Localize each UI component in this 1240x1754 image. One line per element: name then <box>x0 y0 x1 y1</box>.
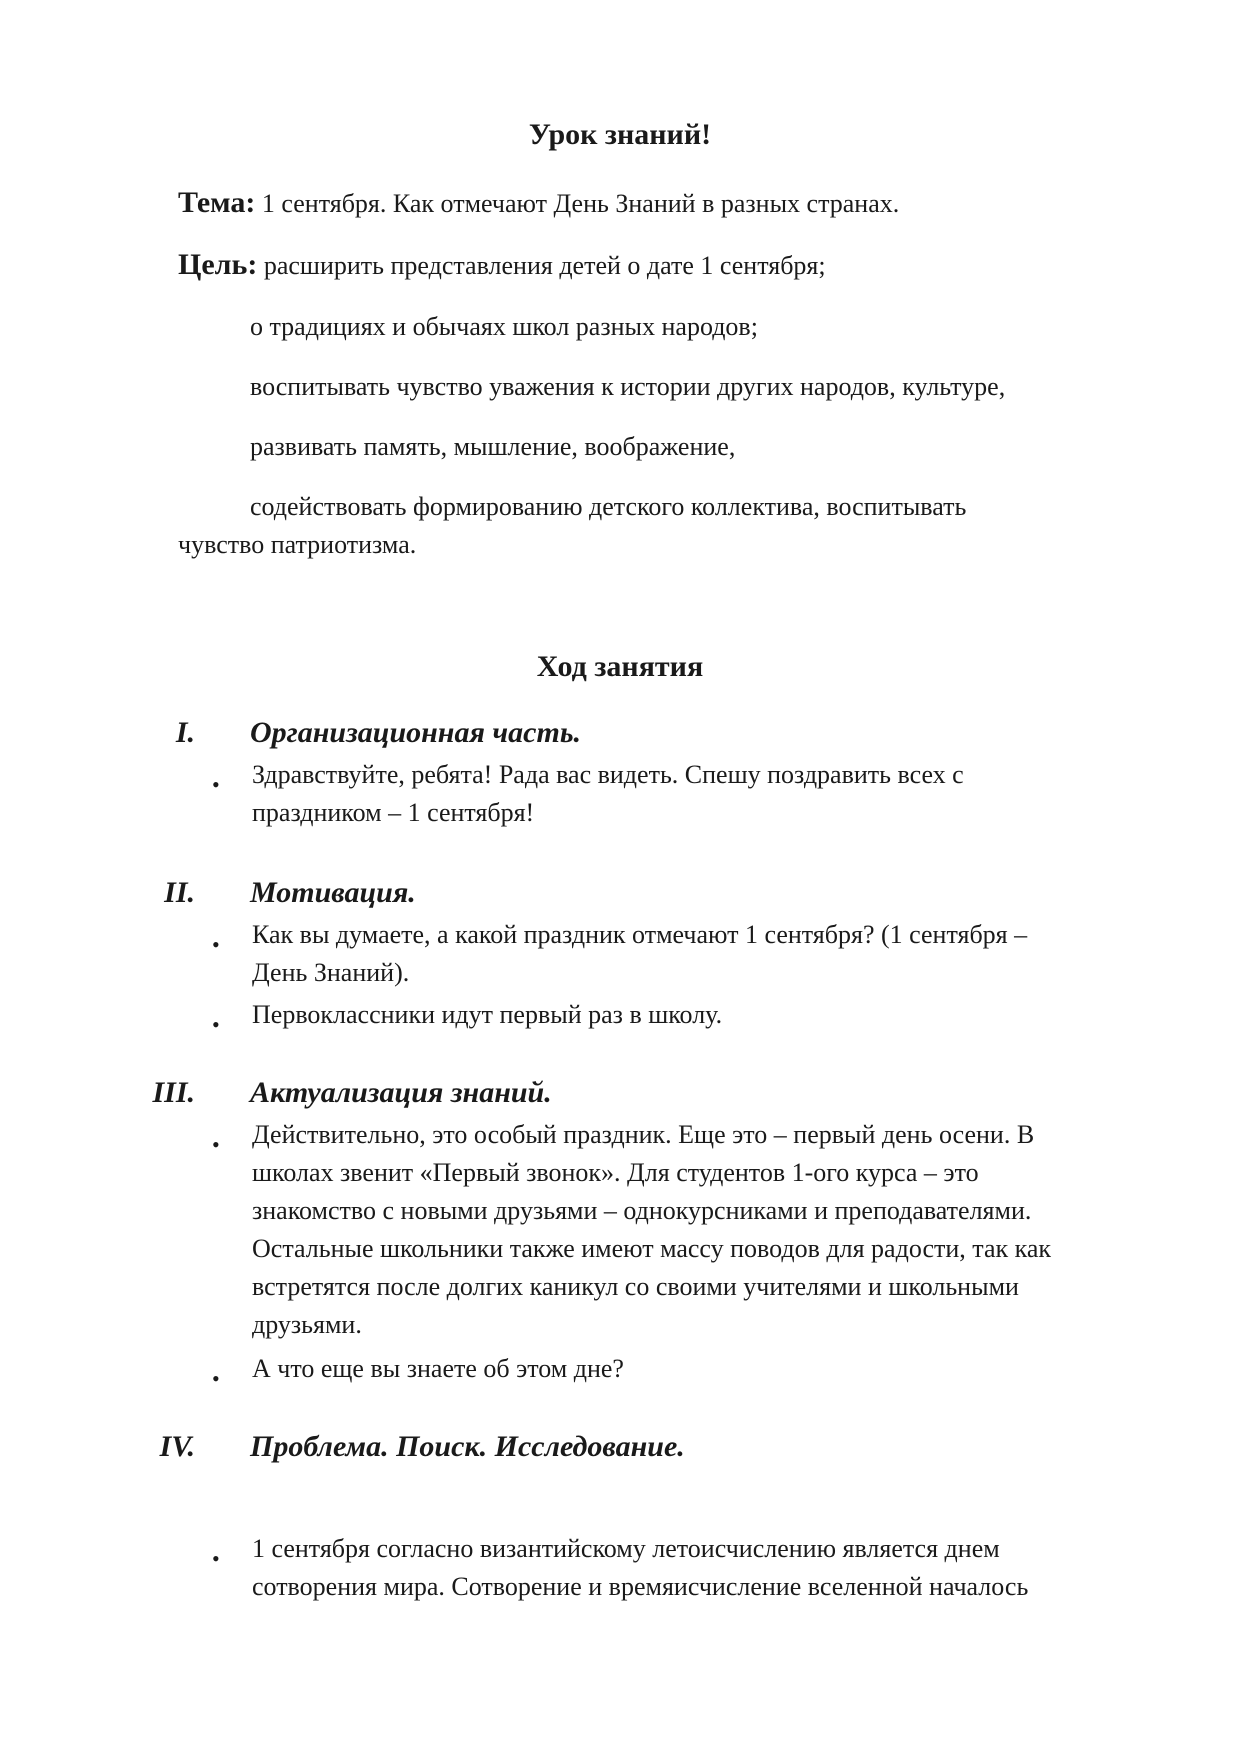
goal-line: о традициях и обычаях школ разных народов; <box>250 312 758 341</box>
list-item <box>212 756 964 832</box>
list-item-line: Остальные школьники также имеют массу поводов для радости, так как <box>252 1234 1052 1263</box>
list-item-line: Первоклассники идут первый раз в школу. <box>252 1000 723 1029</box>
list-item-line: праздником – 1 сентября! <box>252 798 535 827</box>
theme-label: Тема: <box>178 186 256 219</box>
section-heading-text: Организационная часть. <box>250 716 582 749</box>
goal-line: развивать память, мышление, воображение, <box>250 432 736 461</box>
document-title: Урок знаний! <box>528 118 712 151</box>
goal-line: воспитывать чувство уважения к истории других народов, культуре, <box>250 372 1006 401</box>
list-item-line: Действительно, это особый праздник. Еще это – первый день осени. В <box>252 1120 1035 1149</box>
goal-line <box>178 246 826 285</box>
list-item <box>212 996 723 1037</box>
section-number: I. <box>175 716 195 749</box>
theme-text: 1 сентября. Как отмечают День Знаний в разных странах. <box>261 189 900 218</box>
list-item <box>212 1116 1052 1344</box>
list-item-line: 1 сентября согласно византийскому летоисчислению является днем <box>252 1534 1000 1563</box>
goal-label: Цель: <box>178 248 258 281</box>
section-title: Ход занятия <box>536 650 704 683</box>
bullet-icon: • <box>212 1546 220 1571</box>
list-item-line: Здравствуйте, ребята! Рада вас видеть. Спешу поздравить всех с <box>252 760 964 789</box>
list-item <box>212 1530 1029 1606</box>
section-number: III. <box>152 1076 195 1109</box>
list-item <box>212 1350 624 1391</box>
list-item-line: Как вы думаете, а какой праздник отмечают 1 сентября? (1 сентября – <box>252 920 1028 949</box>
list-item-line: А что еще вы знаете об этом дне? <box>252 1354 624 1383</box>
bullet-icon: • <box>212 1132 220 1157</box>
list-item-line: друзьями. <box>252 1310 362 1339</box>
list-item-line: знакомство с новыми друзьями – однокурсниками и преподавателями. <box>252 1196 1032 1225</box>
goal-text: расширить представления детей о дате 1 сентября; <box>263 251 826 280</box>
bullet-icon: • <box>212 1366 220 1391</box>
section-heading-text: Мотивация. <box>250 876 416 909</box>
list-item-line: школах звенит «Первый звонок». Для студентов 1-ого курса – это <box>252 1158 979 1187</box>
section-heading-text: Актуализация знаний. <box>250 1076 552 1109</box>
goal-line: содействовать формированию детского коллектива, воспитывать <box>250 492 967 521</box>
section-heading-text: Проблема. Поиск. Исследование. <box>250 1430 685 1463</box>
bullet-icon: • <box>212 1012 220 1037</box>
bullet-icon: • <box>212 932 220 957</box>
list-item-line: встретятся после долгих каникул со своими учителями и школьными <box>252 1272 1019 1301</box>
section-number: II. <box>164 876 195 909</box>
theme-line <box>178 184 899 223</box>
list-item-line: сотворения мира. Сотворение и времяисчисление вселенной началось <box>252 1572 1029 1601</box>
section-number: IV. <box>159 1430 195 1463</box>
list-item <box>212 916 1028 992</box>
goal-line: чувство патриотизма. <box>178 530 417 559</box>
bullet-icon: • <box>212 772 220 797</box>
list-item-line: День Знаний). <box>252 958 410 987</box>
